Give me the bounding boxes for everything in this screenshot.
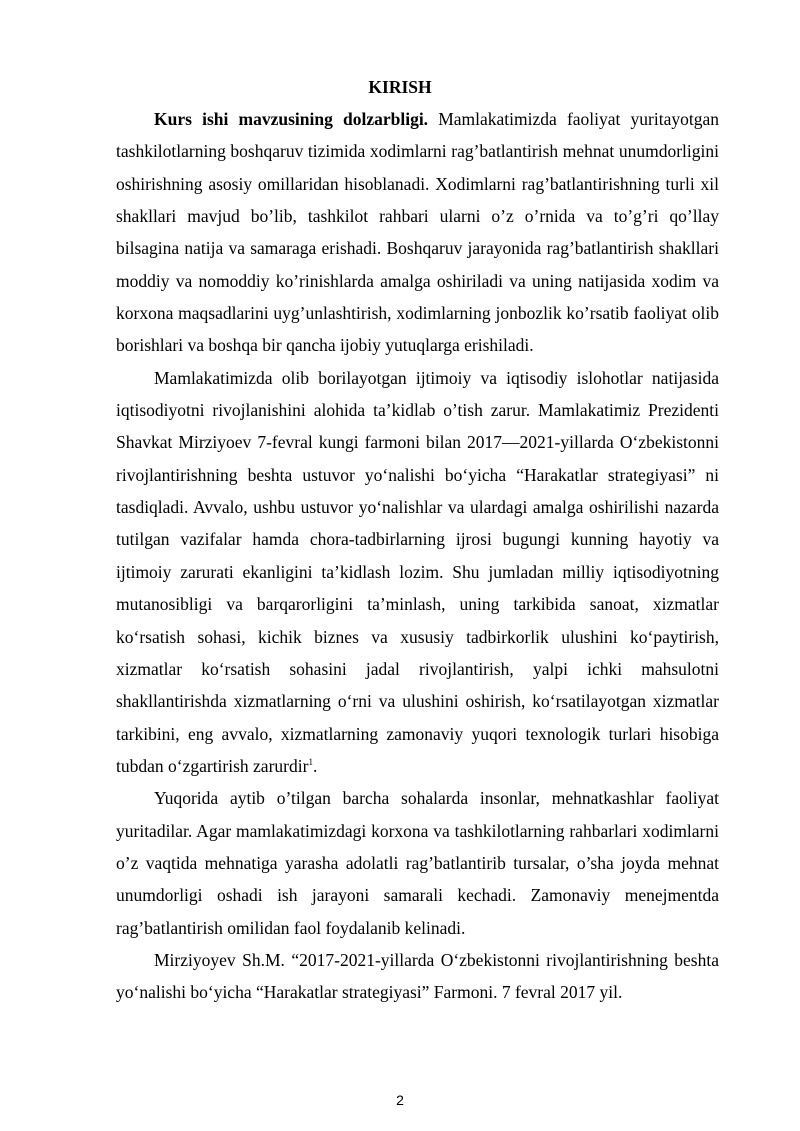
paragraph-text: Mamlakatimizda faoliyat yuritayotgan tashkilotlarning boshqaruv tizimida xodimlarni rag’batlantirish mehnat unumdorligini oshirishning asosiy omillaridan hisoblanadi. Xodimlarni rag’batlantirishning turli xil shakllari mavjud bo’lib, tashkilot rahbari ularni o’z o’rnida va to’g’ri qo’llay bilsagina natija va samaraga erishadi. Boshqaruv jarayonida rag’batlantirish shakllari moddiy va nomoddiy ko’rinishlarda amalga oshiriladi va uning natijasida xodim va korxona maqsadlarini uyg’unlashtirish, xodimlarning jonbozlik ko’rsatib faoliyat olib borishlari va boshqa bir qancha ijobiy yutuqlarga erishiladi. xyxy=(116,109,719,356)
paragraph-text: Mirziyoyev Sh.M. “2017-2021-yillarda O‘zbekistonni rivojlantirishning beshta yo‘nalishi bo‘yicha “Harakatlar strategiyasi” Farmoni. 7 fevral 2017 yil. xyxy=(116,949,719,1003)
page-title: KIRISH xyxy=(368,77,432,97)
paragraph-reforms xyxy=(116,362,719,782)
paragraph-relevance xyxy=(116,103,719,362)
footnote-reference[interactable]: 1 xyxy=(308,757,313,768)
paragraph-end-punctuation: . xyxy=(312,755,318,776)
paragraph-lead-heading: Kurs ishi mavzusining dolzarbligi. xyxy=(154,109,429,129)
page-number: 2 xyxy=(396,1092,404,1108)
paragraph-reference xyxy=(116,944,719,1009)
paragraph-text: Yuqorida aytib o’tilgan barcha sohalarda insonlar, mehnatkashlar faoliyat yuritadilar. Agar mamlakatimizdagi korxona va tashkilotlarning rahbarlari xodimlarni o’z vaqtida mehnatiga yarasha adolatli rag’batlantirib tursalar, o’sha joyda mehnat unumdorligi oshadi ish jarayoni samarali kechadi. Zamonaviy menejmentda rag’batlantirish omilidan faol foydalanib kelinadi. xyxy=(116,788,719,938)
paragraph-text: Mamlakatimizda olib borilayotgan ijtimoiy va iqtisodiy islohotlar natijasida iqtisodiyotni rivojlanishini alohida ta’kidlab o’tish zarur. Mamlakatimiz Prezidenti Shavkat Mirziyoev 7-fevral kungi farmoni bilan 2017—2021-yillarda O‘zbekistonni rivojlantirishning beshta ustuvor yo‘nalishi bo‘yicha “Harakatlar strategiyasi” ni tasdiqladi. Avvalo, ushbu ustuvor yo‘nalishlar va ulardagi amalga oshirilishi nazarda tutilgan vazifalar hamda chora-tadbirlarning ijrosi bugungi kunning hayotiy va ijtimoiy zarurati ekanligini ta’kidlash lozim. Shu jumladan milliy iqtisodiyotning mutanosibligi va barqarorligini ta’minlash, uning tarkibida sanoat, xizmatlar ko‘rsatish sohasi, kichik biznes va xususiy tadbirkorlik ulushini ko‘paytirish, xizmatlar ko‘rsatish sohasini jadal rivojlantirish, yalpi ichki mahsulotni shakllantirishda xizmatlarning o‘rni va ulushini oshirish, ko‘rsatilayotgan xizmatlar tarkibini, eng avvalo, xizmatlarning zamonaviy yuqori texnologik turlari hisobiga tubdan o‘zgartirish zarurdir xyxy=(116,367,719,776)
body-text xyxy=(116,103,719,1009)
paragraph-management xyxy=(116,782,719,944)
